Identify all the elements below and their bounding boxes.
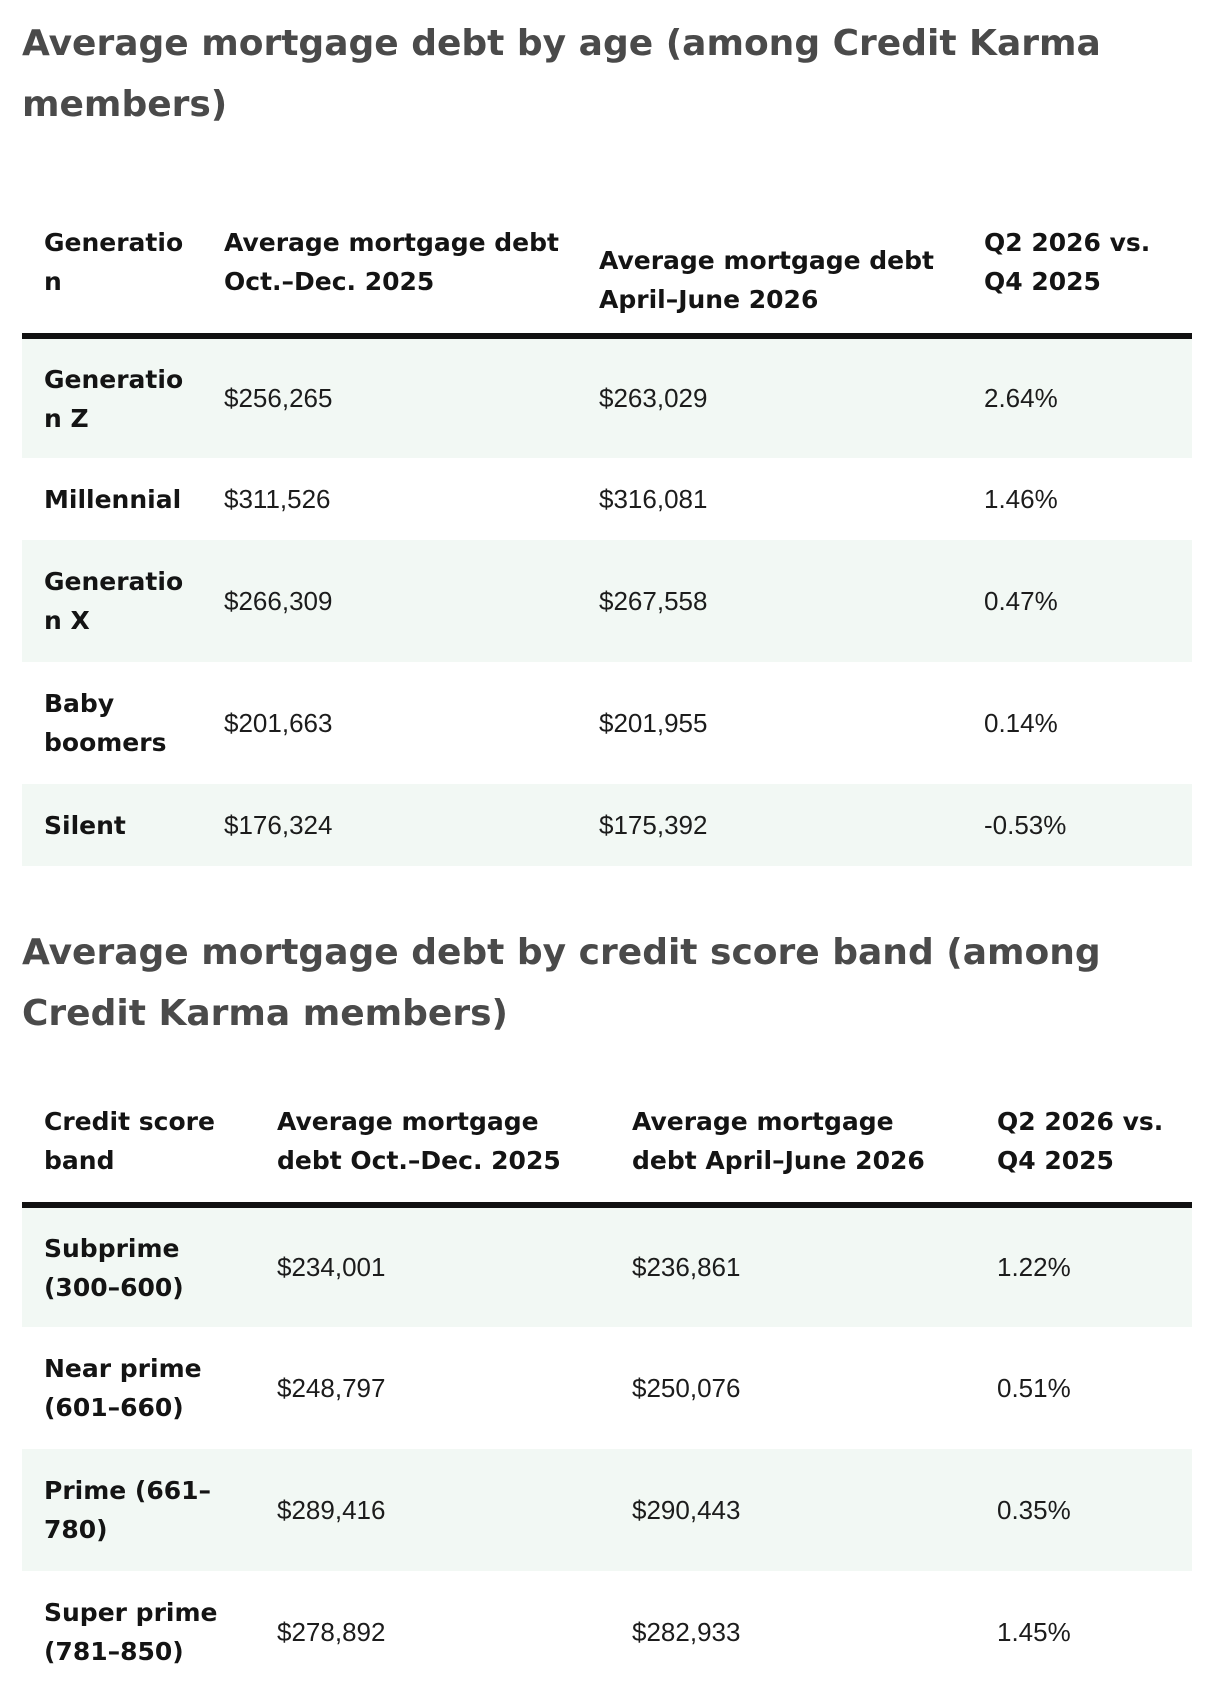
row-label: Subprime (300–600) <box>22 1205 255 1327</box>
row-label: Near prime (601–660) <box>44 1354 202 1422</box>
column-header-change: Q2 2026 vs. Q4 2025 <box>975 1080 1192 1205</box>
age-mortgage-table <box>22 190 1192 866</box>
cell-q4-2025: $234,001 <box>255 1205 610 1327</box>
cell-change: -0.53% <box>962 784 1192 866</box>
cell-change: 0.47% <box>962 540 1192 662</box>
table-row <box>22 540 1192 662</box>
credit-table-title: Average mortgage debt by credit score band (among Credit Karma members) <box>22 932 1101 1034</box>
table-row <box>22 336 1192 458</box>
row-label: Super prime (781–850) <box>44 1598 218 1666</box>
cell-q2-2026: $282,933 <box>632 1616 741 1647</box>
table-row <box>22 1327 1192 1449</box>
age-table-title: Average mortgage debt by age (among Credit Karma members) <box>22 23 1101 125</box>
cell-q2-2026: $263,029 <box>577 336 962 458</box>
credit-score-mortgage-table <box>22 1080 1192 1693</box>
column-header-q4-2025: Average mortgage debt Oct.–Dec. 2025 <box>202 190 577 336</box>
cell-change: 0.14% <box>984 707 1058 738</box>
row-label: Generation X <box>22 540 202 662</box>
cell-q2-2026: $201,955 <box>599 707 708 738</box>
cell-q2-2026: $316,081 <box>599 483 708 514</box>
cell-change: 1.22% <box>975 1205 1192 1327</box>
cell-q2-2026: $290,443 <box>610 1449 975 1571</box>
table-header-row <box>22 190 1192 336</box>
cell-change: 1.46% <box>984 483 1058 514</box>
cell-q2-2026: $236,861 <box>610 1205 975 1327</box>
cell-change: 0.35% <box>975 1449 1192 1571</box>
cell-change: 2.64% <box>962 336 1192 458</box>
row-label: Prime (661–780) <box>22 1449 255 1571</box>
table-row <box>22 458 1192 540</box>
cell-q4-2025: $278,892 <box>277 1616 386 1647</box>
cell-q4-2025: $256,265 <box>202 336 577 458</box>
table-header-row <box>22 1080 1192 1205</box>
table-row <box>22 1205 1192 1327</box>
table-row <box>22 1571 1192 1693</box>
table-row <box>22 1449 1192 1571</box>
cell-q4-2025: $266,309 <box>202 540 577 662</box>
column-header-credit-score-band: Credit score band <box>22 1080 255 1205</box>
cell-change: 1.45% <box>997 1616 1071 1647</box>
cell-q2-2026: $250,076 <box>632 1372 741 1403</box>
row-label: Baby boomers <box>44 689 167 757</box>
row-label: Silent <box>22 784 202 866</box>
table-row <box>22 662 1192 784</box>
cell-q4-2025: $248,797 <box>277 1372 386 1403</box>
cell-q2-2026: $175,392 <box>577 784 962 866</box>
cell-q4-2025: $201,663 <box>224 707 333 738</box>
cell-change: 0.51% <box>997 1372 1071 1403</box>
cell-q2-2026: $267,558 <box>577 540 962 662</box>
column-header-generation: Generation <box>22 190 202 336</box>
row-label: Generation Z <box>22 336 202 458</box>
cell-q4-2025: $311,526 <box>224 483 331 514</box>
column-header-q2-2026: Average mortgage debt April–June 2026 <box>610 1080 975 1205</box>
table-row <box>22 784 1192 866</box>
column-header-q2-2026: Average mortgage debt April–June 2026 <box>577 190 962 336</box>
column-header-change: Q2 2026 vs. Q4 2025 <box>962 190 1192 336</box>
cell-q4-2025: $289,416 <box>255 1449 610 1571</box>
cell-q4-2025: $176,324 <box>202 784 577 866</box>
row-label: Millennial <box>44 484 182 514</box>
column-header-q4-2025: Average mortgage debt Oct.–Dec. 2025 <box>255 1080 610 1205</box>
